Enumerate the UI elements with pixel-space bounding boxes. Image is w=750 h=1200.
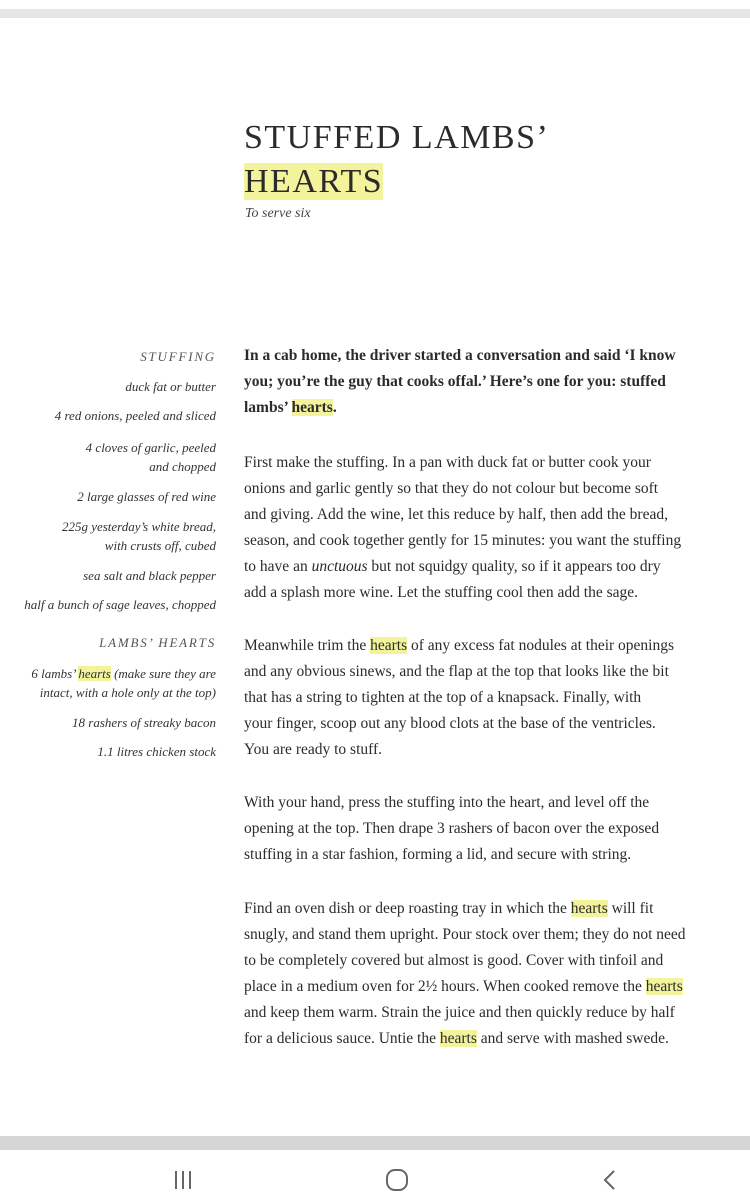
line: First make the stuffing. In a pan with duck fat or butter cook your — [244, 454, 651, 471]
intro-paragraph — [244, 343, 744, 421]
line: and giving. Add the wine, let this reduce by half, then add the bread, — [244, 506, 668, 523]
recent-apps-button[interactable] — [153, 1160, 213, 1200]
line — [244, 633, 744, 659]
text: lambs’ — [244, 399, 292, 416]
text: but not squidgy quality, so if it appears too dry — [367, 558, 661, 575]
back-icon — [599, 1169, 621, 1191]
line: you; you’re the guy that cooks offal.’ Here’s one for you: stuffed — [244, 373, 666, 390]
ingredient-item: sea salt and black pepper — [83, 568, 216, 583]
ingredient-item: 18 rashers of streaky bacon — [72, 715, 216, 730]
text: place in a medium oven for 2½ hours. When cooked remove the — [244, 978, 646, 995]
ingredient-item-cont: and chopped — [149, 459, 216, 474]
emphasis: unctuous — [311, 558, 368, 575]
ingredient-item: 225g yesterday’s white bread, — [61, 519, 216, 534]
line: stuffing in a star fashion, forming a lid, and secure with string. — [244, 846, 632, 863]
method-paragraph-4 — [244, 896, 744, 1052]
text: (make sure they are — [110, 666, 216, 681]
highlighted-word[interactable]: hearts — [570, 900, 608, 917]
line: your finger, scoop out any blood clots at the base of the ventricles. — [244, 715, 656, 732]
text: 6 lambs’ — [31, 666, 79, 681]
ingredient-item: 4 red onions, peeled and sliced — [54, 408, 216, 423]
method-paragraph-2 — [244, 633, 744, 763]
home-icon — [384, 1167, 410, 1193]
ingredient-item: 2 large glasses of red wine — [77, 489, 216, 504]
line: onions and garlic gently so that they do not colour but become soft — [244, 480, 659, 497]
text: for a delicious sauce. Untie the — [244, 1030, 440, 1047]
recent-apps-icon — [172, 1169, 194, 1191]
line: to be completely covered but almost is good. Cover with tinfoil and — [244, 952, 664, 969]
ingredient-item-cont: intact, with a hole only at the top) — [39, 685, 216, 700]
line: With your hand, press the stuffing into the heart, and level off the — [244, 794, 650, 811]
home-button[interactable] — [367, 1160, 427, 1200]
highlighted-word[interactable]: hearts — [370, 637, 408, 654]
ingredient-item-cont: with crusts off, cubed — [104, 538, 216, 553]
ingredient-item — [31, 664, 216, 683]
text: Find an oven dish or deep roasting tray in which the — [244, 900, 571, 917]
text: of any excess fat nodules at their openings — [407, 637, 675, 654]
method-paragraph-1 — [244, 450, 744, 606]
line: You are ready to stuff. — [244, 741, 383, 758]
line — [244, 554, 744, 580]
title-line-1: STUFFED LAMBS’ — [244, 119, 550, 156]
ingredient-item: duck fat or butter — [125, 379, 216, 394]
text: and serve with mashed swede. — [476, 1030, 669, 1047]
line: and keep them warm. Strain the juice and then quickly reduce by half — [244, 1004, 675, 1021]
top-divider — [0, 9, 750, 18]
recipe-title — [244, 116, 549, 204]
serves-note: To serve six — [245, 206, 311, 221]
ingredient-item: 4 cloves of garlic, peeled — [85, 440, 216, 455]
line — [244, 1026, 744, 1052]
hearts-heading: LAMBS’ HEARTS — [99, 635, 216, 650]
title-line-2-highlighted[interactable]: HEARTS — [244, 163, 384, 200]
line: add a splash more wine. Let the stuffing cool then add the sage. — [244, 584, 638, 601]
text: Meanwhile trim the — [244, 637, 371, 654]
text: to have an — [244, 558, 312, 575]
line — [244, 395, 744, 421]
method-paragraph-3 — [244, 790, 744, 868]
highlighted-word[interactable]: hearts — [439, 1030, 477, 1047]
ingredient-item: half a bunch of sage leaves, chopped — [24, 597, 216, 612]
line — [244, 896, 744, 922]
line: that has a string to tighten at the top of a knapsack. Finally, with — [244, 689, 642, 706]
navbar-divider — [0, 1136, 750, 1150]
status-bar — [0, 0, 750, 20]
line: snugly, and stand them upright. Pour stock over them; they do not need — [244, 926, 686, 943]
stuffing-heading: STUFFING — [140, 349, 216, 364]
line: opening at the top. Then drape 3 rashers of bacon over the exposed — [244, 820, 660, 837]
line: In a cab home, the driver started a conversation and said ‘I know — [244, 347, 676, 364]
back-button[interactable] — [580, 1160, 640, 1200]
line: and any obvious sinews, and the flap at the top that looks like the bit — [244, 663, 669, 680]
line — [244, 974, 744, 1000]
highlighted-word[interactable]: hearts — [291, 399, 333, 416]
line: season, and cook together gently for 15 minutes: you want the stuffing — [244, 532, 682, 549]
highlighted-word[interactable]: hearts — [78, 666, 111, 681]
text: . — [332, 399, 337, 416]
text: will fit — [607, 900, 654, 917]
highlighted-word[interactable]: hearts — [645, 978, 683, 995]
ingredient-item: 1.1 litres chicken stock — [97, 744, 216, 759]
